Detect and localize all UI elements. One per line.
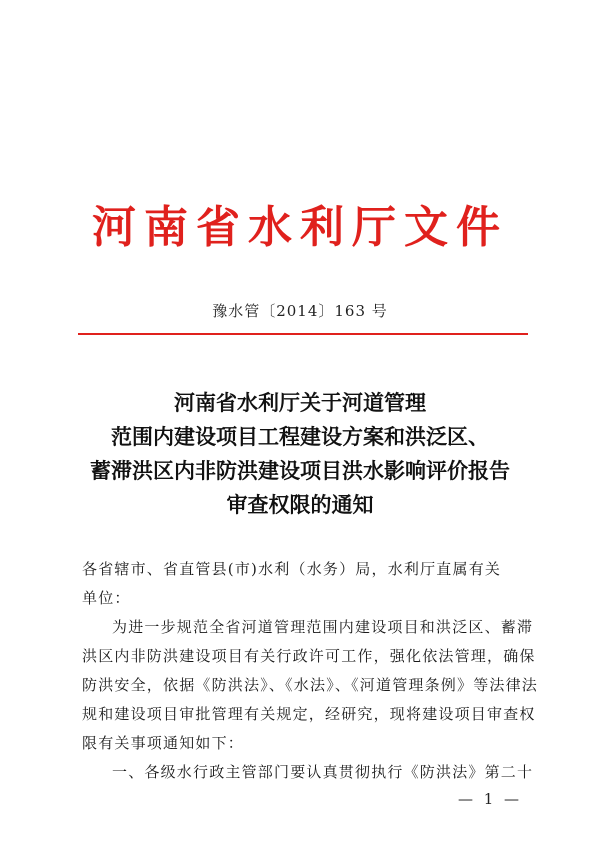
paragraph-2: [82, 758, 534, 787]
body-line: 防洪安全，依据《防洪法》、《水法》、《河道管理条例》等法律法: [82, 676, 539, 694]
notice-title: [60, 386, 540, 522]
body-line: 单位：: [82, 589, 131, 607]
paragraph-1: [82, 613, 539, 758]
notice-title-line: 蓄滞洪区内非防洪建设项目洪水影响评价报告: [90, 458, 510, 483]
body-line: 各省辖市、省直管县(市)水利（水务）局，水利厅直属有关: [82, 560, 502, 578]
body-line: 为进一步规范全省河道管理范围内建设项目和洪泛区、蓄滞: [112, 618, 534, 636]
body-line: 洪区内非防洪建设项目有关行政许可工作，强化依法管理，确保: [82, 647, 536, 665]
notice-title-line: 河南省水利厅关于河道管理: [174, 390, 426, 415]
body-line: 限有关事项通知如下：: [82, 734, 245, 752]
page-number: — 1 —: [457, 790, 523, 808]
addressee-paragraph: [82, 555, 534, 613]
body-line: 一、各级水行政主管部门要认真贯彻执行《防洪法》第二十: [112, 763, 534, 781]
red-divider-line: [78, 333, 528, 335]
notice-title-line: 审查权限的通知: [226, 492, 374, 517]
document-header-title: 河南省水利厅文件: [92, 202, 508, 253]
notice-title-line: 范围内建设项目工程建设方案和洪泛区、: [111, 424, 489, 449]
body-line: 规和建设项目审批管理有关规定，经研究，现将建设项目审查权: [82, 705, 536, 723]
document-number: 豫水管〔2014〕163 号: [212, 302, 388, 320]
notice-body: [82, 555, 539, 787]
